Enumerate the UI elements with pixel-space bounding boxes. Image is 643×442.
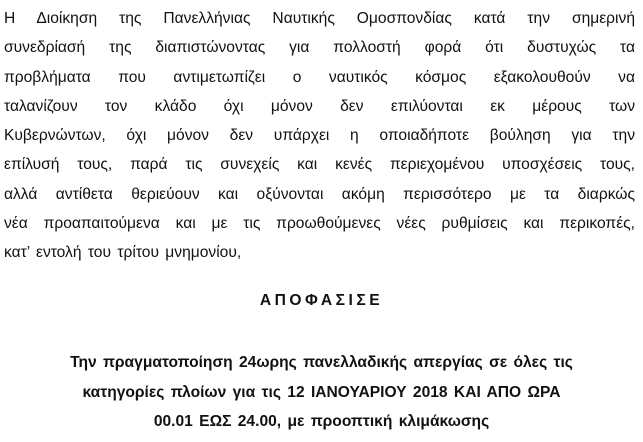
decision-line: Την πραγματοποίηση 24ωρης πανελλαδικής απεργίας σε όλες τις — [70, 354, 573, 371]
paragraph-line: ταλανίζουν τον κλάδο όχι μόνον δεν επιλύονται εκ μέρους των — [4, 97, 635, 115]
paragraph-line: επίλυσή τους, παρά τις συνεχείς και κενές περιεχομένου υποσχέσεις τους, — [4, 156, 635, 174]
decision-line: κατηγορίες πλοίων για τις 12 ΙΑΝΟΥΑΡΙΟΥ 2018 ΚΑΙ ΑΠΟ ΩΡΑ — [82, 383, 561, 401]
paragraph-line: προβλήματα που αντιμετωπίζει ο ναυτικός κόσμος εξακολουθούν να — [4, 68, 635, 86]
paragraph-line: κατ’ εντολή του τρίτου μνημονίου, — [4, 244, 242, 262]
paragraph-line: αλλά αντίθετα θεριεύουν και οξύνονται ακόμη περισσότερο με τα διαρκώς — [4, 185, 635, 203]
decision-line: 00.01 ΕΩΣ 24.00, με προοπτική κλιμάκωσης — [153, 413, 490, 430]
decision-heading: ΑΠΟΦΑΣΙΣΕ — [259, 292, 384, 309]
paragraph-line: Κυβερνώντων, όχι μόνον δεν υπάρχει η οποιαδήποτε βούληση για την — [4, 127, 635, 145]
decision-text — [0, 348, 643, 437]
paragraph-line: συνεδρίασή της διαπιστώνοντας για πολλοστή φορά ότι δυστυχώς τα — [4, 39, 635, 57]
paragraph-line: Η Διοίκηση της Πανελλήνιας Ναυτικής Ομοσπονδίας κατά την σημερινή — [4, 10, 635, 27]
statement-paragraph — [4, 4, 635, 268]
paragraph-line: νέα προαπαιτούμενα και με τις προωθούμενες νέες ρυθμίσεις και περικοπές, — [4, 215, 635, 233]
